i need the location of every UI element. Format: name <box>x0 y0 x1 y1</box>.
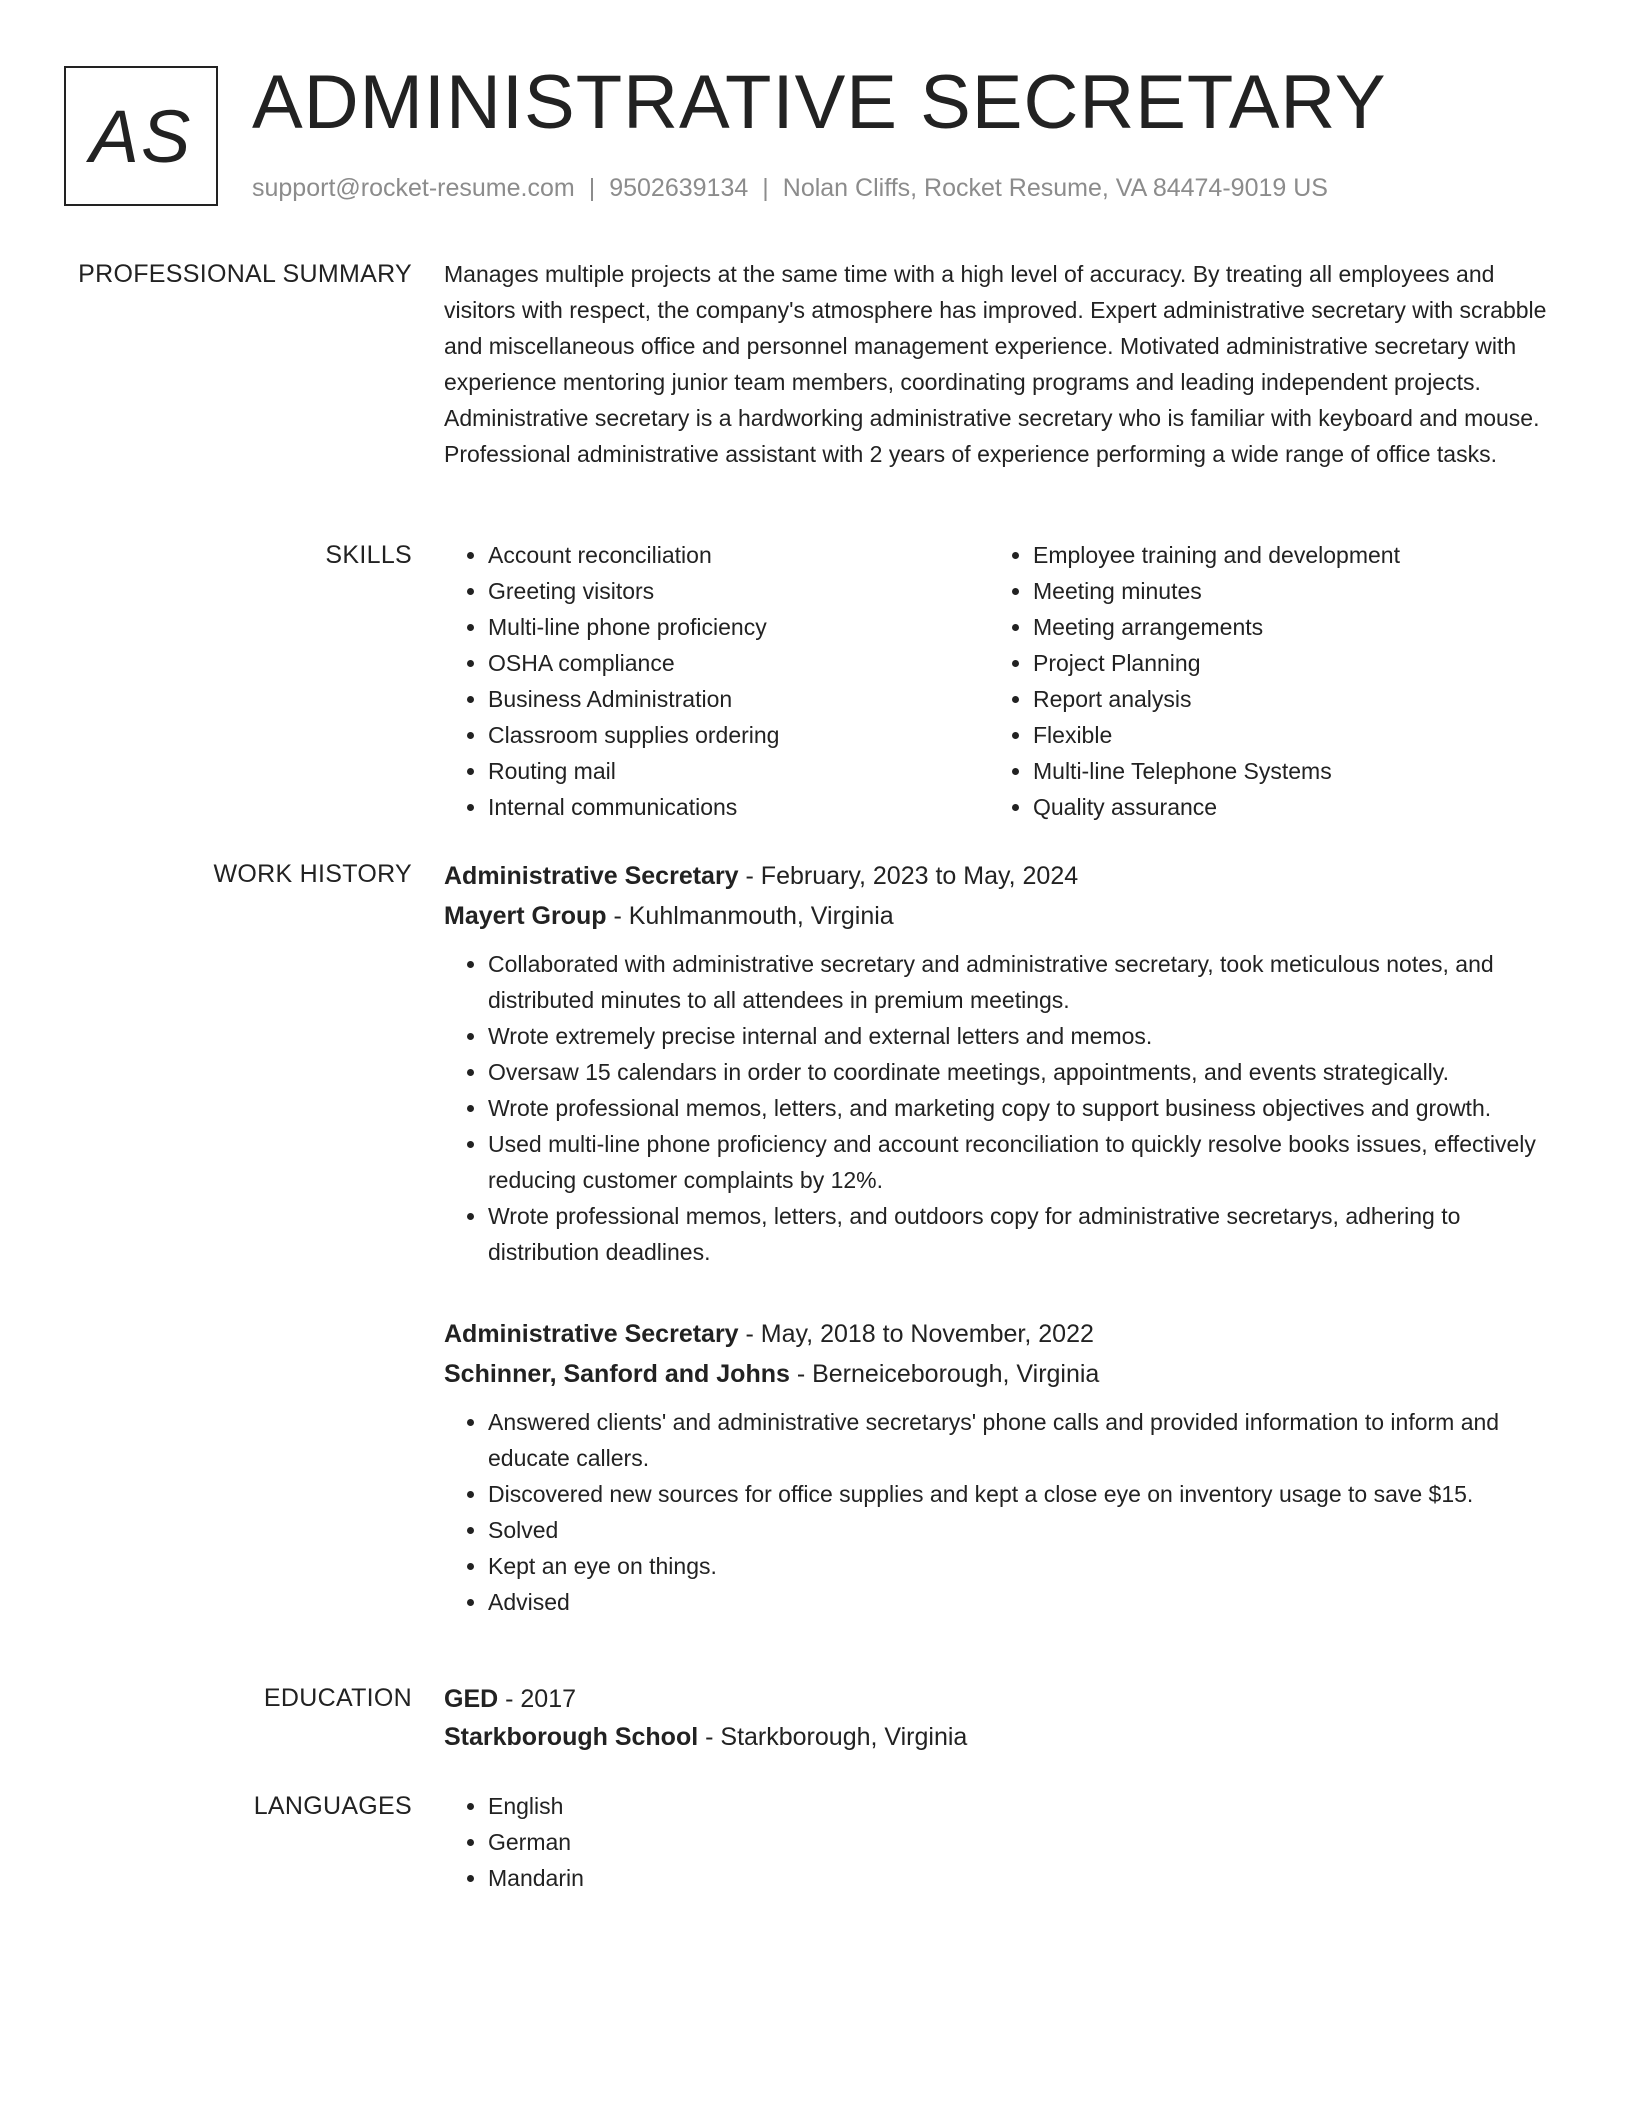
job-entry <box>444 1314 1556 1620</box>
job-title-line <box>444 856 1556 896</box>
skills-body <box>444 537 1556 825</box>
job-location: - Berneiceborough, Virginia <box>789 1360 1100 1388</box>
education-degree: GED <box>444 1685 499 1713</box>
job-bullet: • Wrote professional memos, letters, and marketing copy to support business objectives and growth. <box>488 1090 1556 1126</box>
job-title-line <box>444 1314 1556 1354</box>
job-bullet: • Wrote professional memos, letters, and outdoors copy for administrative secretarys, adhering to distribution deadlines. <box>488 1198 1556 1270</box>
summary-text: Manages multiple projects at the same time with a high level of accuracy. By treating all employees and visitors with respect, the company's atmosphere has improved. Expert administrative secretary with scrabble and miscellaneous office and personnel management experience. Motivated administrative secretary with experience mentoring junior team members, coordinating programs and leading independent projects. Administrative secretary is a hardworking administrative secretary who is familiar with keyboard and mouse. Professional administrative assistant with 2 years of experience performing a wide range of office tasks. <box>444 261 1547 467</box>
language-item: • Mandarin <box>488 1860 1556 1896</box>
summary-heading: PROFESSIONAL SUMMARY <box>78 260 412 288</box>
job-title: Administrative Secretary <box>444 1320 739 1348</box>
skills-column-right <box>989 537 1534 825</box>
skill-item: • Greeting visitors <box>488 573 989 609</box>
job-dates: - February, 2023 to May, 2024 <box>738 862 1079 890</box>
skill-item: • Meeting minutes <box>1033 573 1534 609</box>
education-heading: EDUCATION <box>263 1684 412 1712</box>
skills-list-left <box>444 537 989 825</box>
skill-item: • Internal communications <box>488 789 989 825</box>
contact-line <box>252 170 1328 206</box>
job-entry <box>444 856 1556 1270</box>
job-bullet: • Answered clients' and administrative secretarys' phone calls and provided information to inform and educate callers. <box>488 1404 1556 1476</box>
contact-address: Nolan Cliffs, Rocket Resume, VA 84474-9019 US <box>782 174 1328 202</box>
skill-item: • Multi-line phone proficiency <box>488 609 989 645</box>
skill-item: • Multi-line Telephone Systems <box>1033 753 1534 789</box>
languages-heading: LANGUAGES <box>253 1792 412 1820</box>
skills-list-right <box>989 537 1534 825</box>
contact-phone: 9502639134 <box>609 174 749 202</box>
job-bullet: • Kept an eye on things. <box>488 1548 1556 1584</box>
skills-heading: SKILLS <box>325 541 412 569</box>
skill-item: • Classroom supplies ordering <box>488 717 989 753</box>
skill-item: • Routing mail <box>488 753 989 789</box>
skill-item: • Report analysis <box>1033 681 1534 717</box>
work-history-heading: WORK HISTORY <box>213 860 412 888</box>
skill-item: • Meeting arrangements <box>1033 609 1534 645</box>
job-company: Mayert Group <box>444 902 607 930</box>
job-bullets <box>444 946 1556 1270</box>
job-bullet: • Solved <box>488 1512 1556 1548</box>
education-year: - 2017 <box>498 1685 577 1713</box>
job-company-line <box>444 1354 1556 1394</box>
contact-separator: | <box>762 174 769 202</box>
contact-email: support@rocket-resume.com <box>252 174 575 202</box>
job-company: Schinner, Sanford and Johns <box>444 1360 790 1388</box>
job-bullet: • Collaborated with administrative secretary and administrative secretary, took meticulous notes, and distributed minutes to all attendees in premium meetings. <box>488 946 1556 1018</box>
education-location: - Starkborough, Virginia <box>698 1723 968 1751</box>
skill-item: • Quality assurance <box>1033 789 1534 825</box>
initials-monogram <box>64 66 218 206</box>
job-bullet: • Discovered new sources for office supplies and kept a close eye on inventory usage to save $15. <box>488 1476 1556 1512</box>
languages-body <box>444 1788 1556 1896</box>
contact-separator: | <box>588 174 596 202</box>
education-school-line <box>444 1718 1556 1756</box>
skill-item: • Business Administration <box>488 681 989 717</box>
summary-body <box>444 256 1556 472</box>
education-degree-line <box>444 1680 1556 1718</box>
job-bullet: • Oversaw 15 calendars in order to coordinate meetings, appointments, and events strategically. <box>488 1054 1556 1090</box>
job-bullets <box>444 1404 1556 1620</box>
languages-list <box>444 1788 1556 1896</box>
job-company-line <box>444 896 1556 936</box>
job-bullet: • Used multi-line phone proficiency and account reconciliation to quickly resolve books issues, effectively reducing customer complaints by 12%. <box>488 1126 1556 1198</box>
initials-text: AS <box>89 94 193 178</box>
skills-column-left <box>444 537 989 825</box>
education-school: Starkborough School <box>444 1723 699 1751</box>
job-dates: - May, 2018 to November, 2022 <box>738 1320 1094 1348</box>
job-title: Administrative Secretary <box>444 862 739 890</box>
job-location: - Kuhlmanmouth, Virginia <box>606 902 894 930</box>
job-bullet: • Advised <box>488 1584 1556 1620</box>
job-bullet: • Wrote extremely precise internal and external letters and memos. <box>488 1018 1556 1054</box>
skill-item: • OSHA compliance <box>488 645 989 681</box>
skill-item: • Employee training and development <box>1033 537 1534 573</box>
education-body <box>444 1680 1556 1756</box>
work-history-body <box>444 856 1556 1664</box>
skill-item: • Account reconciliation <box>488 537 989 573</box>
resume-name: ADMINISTRATIVE SECRETARY <box>252 60 1387 145</box>
language-item: • German <box>488 1824 1556 1860</box>
language-item: • English <box>488 1788 1556 1824</box>
skill-item: • Flexible <box>1033 717 1534 753</box>
skill-item: • Project Planning <box>1033 645 1534 681</box>
